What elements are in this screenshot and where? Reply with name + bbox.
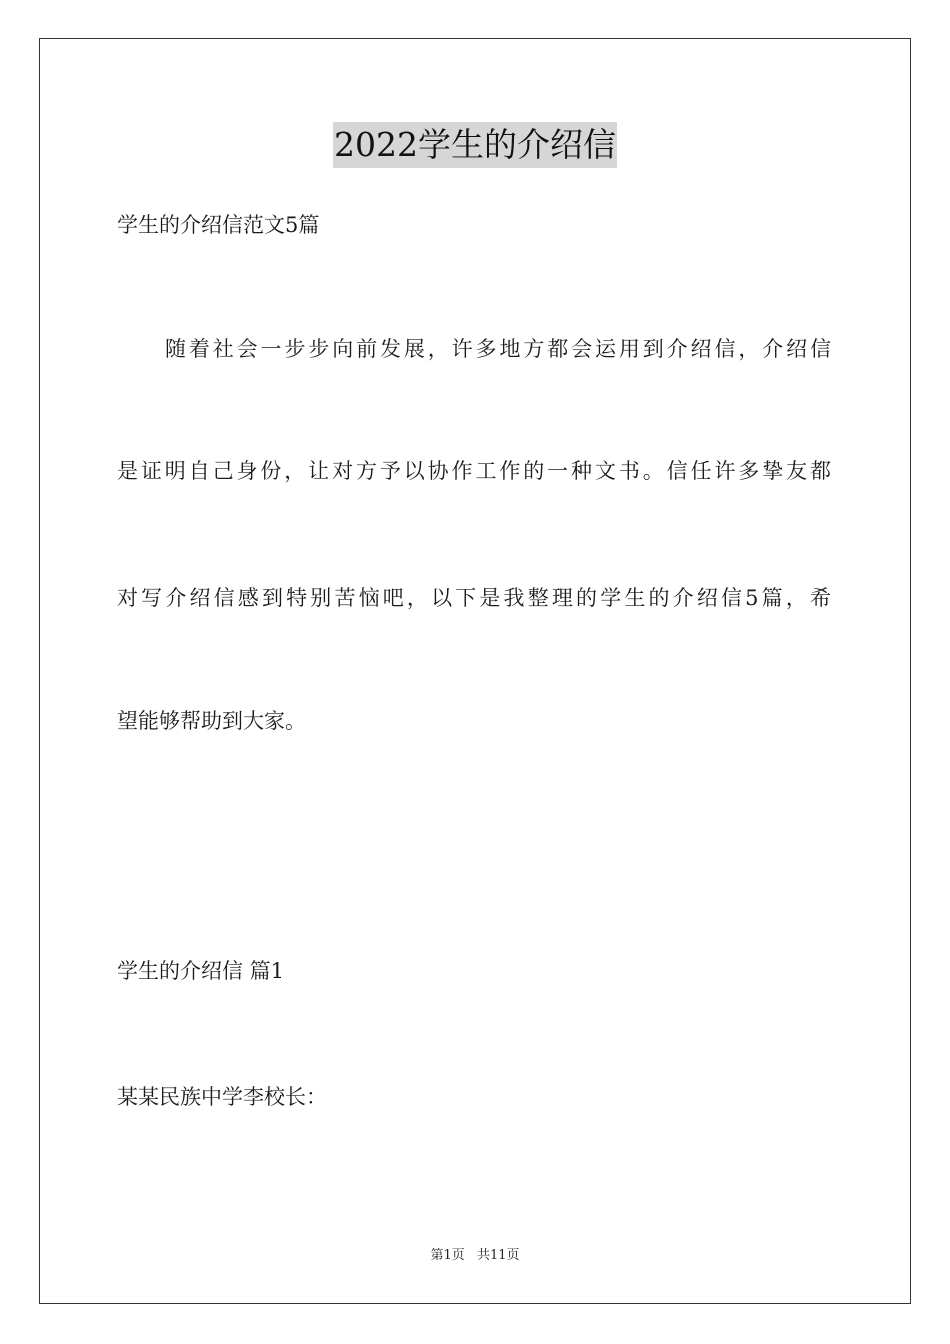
page-total: 共11页	[476, 1248, 520, 1263]
paragraph-line-4: 望能够帮助到大家。	[117, 709, 306, 733]
salutation: 某某民族中学李校长：	[117, 1085, 327, 1109]
page-footer	[0, 1247, 950, 1265]
document-title: 2022学生的介绍信	[333, 122, 617, 168]
paragraph-line-1: 随着社会一步步向前发展，许多地方都会运用到介绍信，介绍信	[165, 337, 831, 361]
subtitle: 学生的介绍信范文5篇	[117, 213, 320, 237]
paragraph-line-3: 对写介绍信感到特别苦恼吧，以下是我整理的学生的介绍信5篇，希	[117, 586, 831, 610]
title-container	[0, 122, 950, 168]
paragraph-line-2: 是证明自己身份，让对方予以协作工作的一种文书。信任许多挚友都	[117, 459, 831, 483]
page-number: 第1页	[430, 1248, 465, 1263]
section-heading: 学生的介绍信 篇1	[117, 959, 285, 983]
